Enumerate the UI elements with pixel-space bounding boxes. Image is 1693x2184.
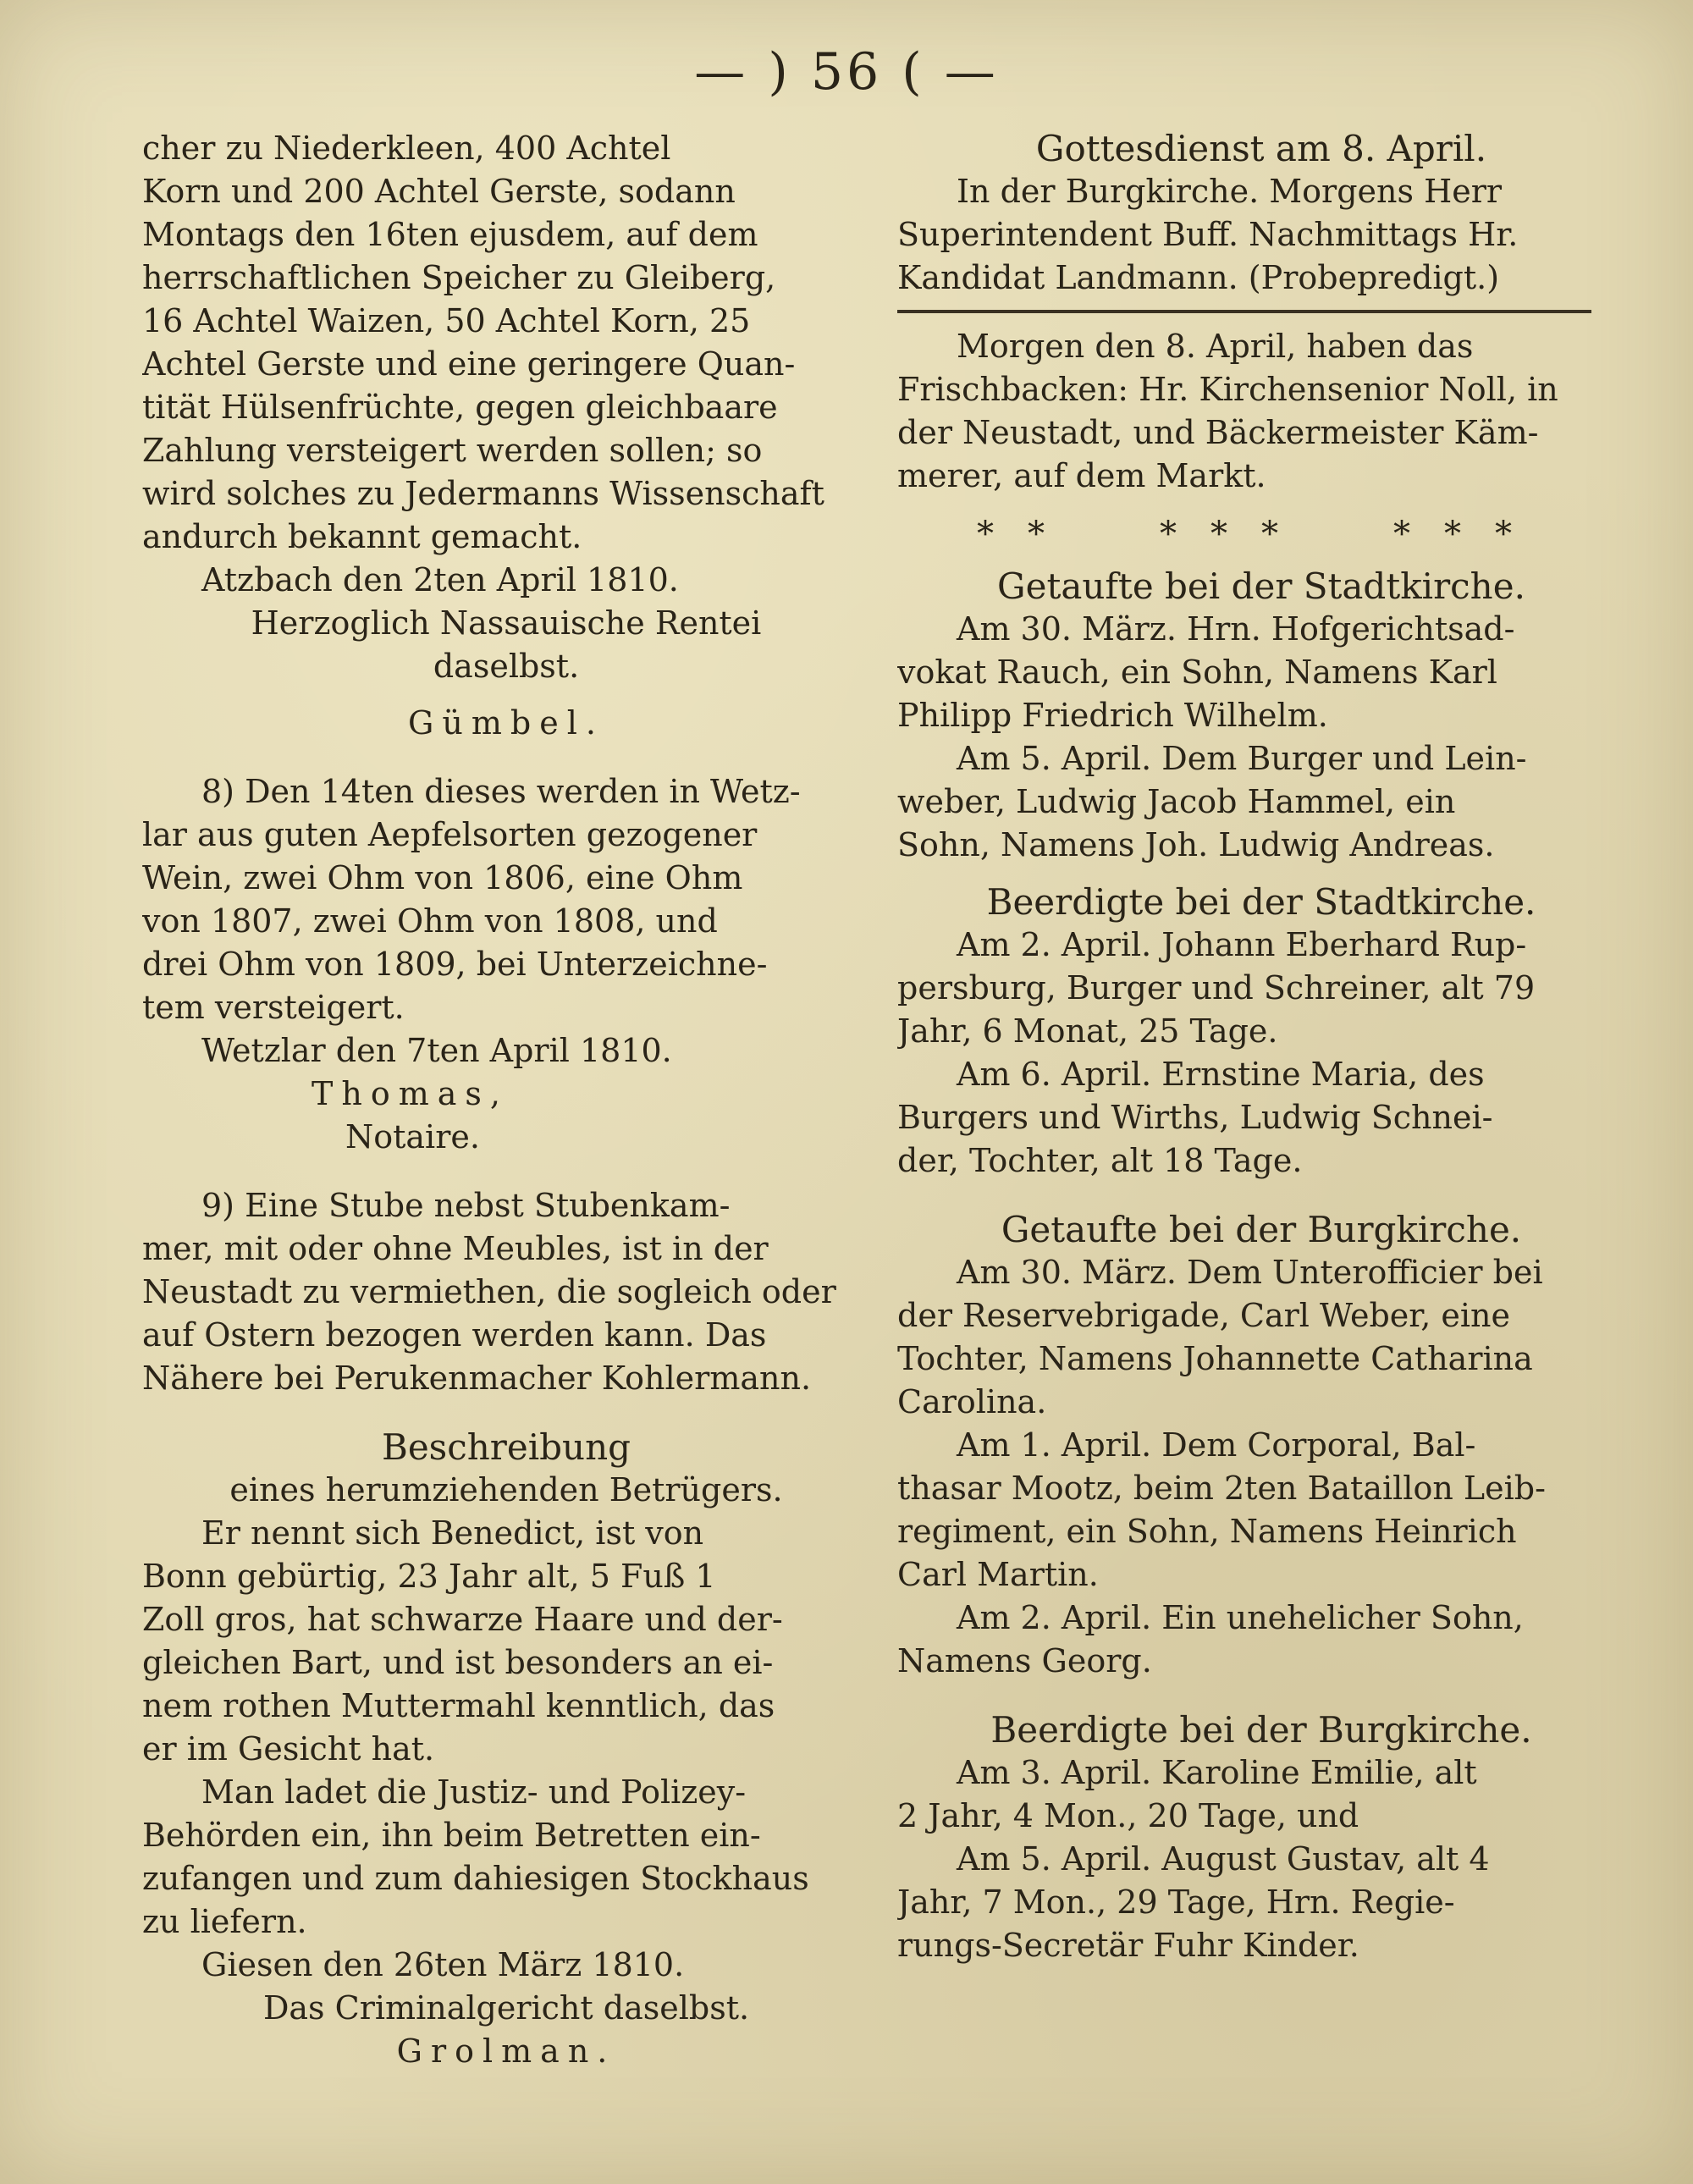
text-line: Am 3. April. Karoline Emilie, alt [957, 1754, 1477, 1791]
text-line: thasar Mootz, beim 2ten Bataillon Leib- [897, 1470, 1546, 1507]
right-column [897, 127, 1625, 1967]
text-line: Korn und 200 Achtel Gerste, sodann [142, 173, 736, 210]
text-line: Am 1. April. Dem Corporal, Bal- [957, 1426, 1476, 1464]
text-line: Am 5. April. Dem Burger und Lein- [957, 740, 1527, 777]
text-line: Am 2. April. Ein unehelicher Sohn, [957, 1599, 1524, 1636]
text-line: Am 5. April. August Gustav, alt 4 [957, 1840, 1490, 1878]
text-line: Am 30. März. Hrn. Hofgerichtsad- [957, 610, 1515, 648]
text-line: vokat Rauch, ein Sohn, Namens Karl [897, 654, 1497, 691]
signature-name: Grolman. [396, 2032, 616, 2070]
section-title: Getaufte bei der Stadtkirche. [997, 565, 1525, 607]
section-title: Gottesdienst am 8. April. [1035, 128, 1487, 169]
text-line: Morgen den 8. April, haben das [957, 328, 1474, 365]
text-line: wird solches zu Jedermanns Wissenschaft [142, 475, 824, 512]
text-line: der Reservebrigade, Carl Weber, eine [897, 1297, 1511, 1334]
text-line: er im Gesicht hat. [142, 1730, 435, 1768]
divider-rule [897, 310, 1591, 313]
buried-stadtkirche [897, 880, 1625, 1183]
service-notice [897, 127, 1625, 300]
notice-8 [142, 770, 870, 1159]
text-line: cher zu Niederkleen, 400 Achtel [142, 130, 671, 167]
text-line: Sohn, Namens Joh. Ludwig Andreas. [897, 826, 1495, 863]
asterism-glyph: *** [1160, 515, 1312, 554]
notice-9 [142, 1184, 870, 1400]
text-line: Nähere bei Perukenmacher Kohlermann. [142, 1359, 812, 1397]
text-line: In der Burgkirche. Morgens Herr [957, 173, 1503, 210]
baptized-stadtkirche [897, 565, 1625, 867]
signature-office: Herzoglich Nassauische Rentei [251, 604, 762, 642]
text-line: Namens Georg. [897, 1642, 1152, 1679]
text-line: Zoll gros, hat schwarze Haare und der- [142, 1601, 783, 1638]
text-line: von 1807, zwei Ohm von 1808, und [142, 902, 718, 940]
section-title: Beschreibung [381, 1426, 631, 1468]
signature-office: daselbst. [433, 648, 580, 685]
text-line: herrschaftlichen Speicher zu Gleiberg, [142, 259, 776, 296]
text-line: Philipp Friedrich Wilhelm. [897, 697, 1328, 734]
section-title: Beerdigte bei der Stadtkirche. [986, 881, 1536, 923]
text-line: Tochter, Namens Johannette Catharina [897, 1340, 1533, 1377]
text-line: gleichen Bart, und ist besonders an ei- [142, 1644, 774, 1681]
text-line: tität Hülsenfrüchte, gegen gleichbaare [142, 389, 778, 426]
text-line: Bonn gebürtig, 23 Jahr alt, 5 Fuß 1 [142, 1558, 716, 1595]
wanted-notice [142, 1426, 870, 2073]
page-number: — ) 56 ( — [694, 42, 999, 102]
signature-name: Gümbel. [408, 704, 604, 742]
buried-burgkirche [897, 1708, 1625, 1967]
text-line: Kandidat Landmann. (Probepredigt.) [897, 259, 1500, 296]
text-line: Montags den 16ten ejusdem, auf dem [142, 216, 758, 253]
text-line: Neustadt zu vermiethen, die sogleich oder [142, 1273, 836, 1310]
text-line: Wein, zwei Ohm von 1806, eine Ohm [142, 859, 743, 896]
text-line: regiment, ein Sohn, Namens Heinrich [897, 1513, 1517, 1550]
text-line: Carolina. [897, 1383, 1047, 1420]
text-line: persburg, Burger und Schreiner, alt 79 [897, 969, 1536, 1007]
text-line: Frischbacken: Hr. Kirchensenior Noll, in [897, 371, 1558, 408]
text-line: rungs-Secretär Fuhr Kinder. [897, 1927, 1359, 1964]
text-line: andurch bekannt gemacht. [142, 518, 582, 555]
text-line: 9) Eine Stube nebst Stubenkam- [201, 1187, 731, 1224]
dateline: Wetzlar den 7ten April 1810. [201, 1032, 672, 1069]
text-line: Behörden ein, ihn beim Betretten ein- [142, 1817, 761, 1854]
notice-7 [142, 127, 870, 745]
text-line: der, Tochter, alt 18 Tage. [897, 1142, 1303, 1179]
text-line: Superintendent Buff. Nachmittags Hr. [897, 216, 1519, 253]
text-line: merer, auf dem Markt. [897, 457, 1266, 494]
dateline: Atzbach den 2ten April 1810. [201, 561, 679, 598]
text-line: mer, mit oder ohne Meubles, ist in der [142, 1230, 769, 1267]
text-line: der Neustadt, und Bäckermeister Käm- [897, 414, 1539, 451]
text-line: zufangen und zum dahiesigen Stockhaus [142, 1860, 809, 1897]
text-line: Am 6. April. Ernstine Maria, des [957, 1056, 1485, 1093]
text-line: auf Ostern bezogen werden kann. Das [142, 1316, 767, 1354]
text-line: Achtel Gerste und eine geringere Quan- [142, 345, 796, 383]
section-title: Getaufte bei der Burgkirche. [1001, 1209, 1522, 1250]
text-line: Zahlung versteigert werden sollen; so [142, 432, 763, 469]
text-line: Am 2. April. Johann Eberhard Rup- [957, 926, 1527, 963]
text-line: weber, Ludwig Jacob Hammel, ein [897, 783, 1456, 820]
text-line: zu liefern. [142, 1903, 307, 1940]
text-line: tem versteigert. [142, 989, 405, 1026]
text-line: Jahr, 7 Mon., 29 Tage, Hrn. Regie- [897, 1883, 1455, 1921]
text-line: 16 Achtel Waizen, 50 Achtel Korn, 25 [142, 302, 751, 339]
text-line: Am 30. März. Dem Unterofficier bei [957, 1254, 1543, 1291]
text-line: Er nennt sich Benedict, ist von [201, 1514, 704, 1552]
text-line: 8) Den 14ten dieses werden in Wetz- [201, 773, 801, 810]
asterism-glyph: *** [1393, 515, 1546, 554]
signature-title: Notaire. [345, 1118, 480, 1155]
text-line: drei Ohm von 1809, bei Unterzeichne- [142, 946, 768, 983]
text-line: Jahr, 6 Monat, 25 Tage. [897, 1012, 1278, 1050]
dateline: Giesen den 26ten März 1810. [201, 1946, 685, 1983]
asterism-glyph: ** [977, 515, 1078, 554]
left-column [142, 127, 870, 2073]
signature-office: Das Criminalgericht daselbst. [262, 1989, 750, 2027]
text-line: lar aus guten Aepfelsorten gezogener [142, 816, 758, 853]
text-line: nem rothen Muttermahl kenntlich, das [142, 1687, 775, 1724]
bakers-notice [897, 325, 1625, 498]
baptized-burgkirche [897, 1208, 1625, 1683]
text-line: Carl Martin. [897, 1556, 1099, 1593]
asterism-divider [897, 513, 1625, 556]
text-line: Man ladet die Justiz- und Polizey- [201, 1773, 747, 1811]
text-line: Burgers und Wirths, Ludwig Schnei- [897, 1099, 1493, 1136]
section-subtitle: eines herumziehenden Betrügers. [229, 1471, 783, 1508]
signature-name: Thomas, [312, 1075, 509, 1112]
text-line: 2 Jahr, 4 Mon., 20 Tage, und [897, 1797, 1359, 1834]
section-title: Beerdigte bei der Burgkirche. [990, 1709, 1532, 1751]
